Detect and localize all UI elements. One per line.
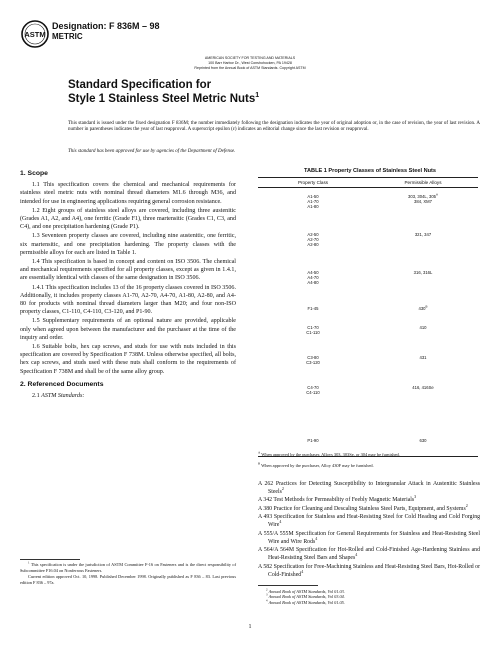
standard-code: A 564/A 564M xyxy=(258,547,294,554)
property-class: A4-80 xyxy=(307,280,319,286)
permissible-alloys-continued: 384, XM7 xyxy=(414,199,432,205)
standard-code: A 342 xyxy=(258,497,273,504)
standard-title: Practice for Cleaning and Descaling Stainless Steel Parts, Equipment, and Systems xyxy=(273,505,466,512)
standard-code: A 555/A 555M xyxy=(258,530,294,537)
permissible-alloys-cell xyxy=(368,306,478,311)
publisher-name: AMERICAN SOCIETY FOR TESTING AND MATERIALS xyxy=(204,56,296,60)
title-line-1: Standard Specification for xyxy=(68,79,212,91)
table-row xyxy=(258,194,478,210)
property-class-cell xyxy=(258,270,368,286)
table-row xyxy=(258,438,478,443)
footnote-text: Annual Book of ASTM Standards, Vol 01.05. xyxy=(268,599,345,605)
table-header-row xyxy=(258,178,478,188)
table-footnote-b-marker: B xyxy=(258,461,261,466)
standard-title: Specification for Stainless and Heat-Resisting Steel for Cold Heading and Cold Forging Wire xyxy=(268,514,480,529)
standard-code: A 262 xyxy=(258,481,274,487)
publisher-copyright: Reprinted from the Annual Book of ASTM Standards. Copyright ASTM xyxy=(194,66,306,70)
permissible-alloys xyxy=(368,355,478,360)
alloy-list: 303, 304L, 305 xyxy=(408,194,436,199)
paragraph-2-1-number: 2.1 xyxy=(32,393,42,400)
alloy-list: 430 xyxy=(418,306,426,311)
left-column xyxy=(20,168,236,401)
property-class: C1-110 xyxy=(306,330,320,336)
property-class-cell xyxy=(258,355,368,365)
standard-footnote-marker: 2 xyxy=(465,502,468,508)
property-class: C3-80 xyxy=(307,355,319,360)
property-class: C4-70 xyxy=(307,385,319,390)
footnotes-right xyxy=(258,589,480,605)
property-class-cell xyxy=(258,385,368,395)
table-footnote-a-text: When approved by the purchaser, Alloys 303, 303Se, or 304 may be furnished. xyxy=(261,452,400,457)
table-footnote-b xyxy=(258,463,478,469)
property-class: A1-50 xyxy=(307,194,319,199)
standard-title: Specification for Free-Machining Stainless and Heat-Resisting Steel Bars, Hot-Rolled or Cold-Finished xyxy=(268,563,481,578)
table-footnote-a-marker: A xyxy=(258,450,261,455)
approval-note: This standard has been approved for use by agencies of the Department of Defense. xyxy=(68,149,236,154)
document-title: Style 1 Stainless Steel Metric Nuts xyxy=(68,93,256,105)
table-row xyxy=(258,325,478,335)
table-title: TABLE 1 Property Classes of Stainless Steel Nuts xyxy=(303,168,436,174)
right-column xyxy=(258,480,480,579)
title-line-2 xyxy=(68,93,259,105)
referenced-standard xyxy=(258,480,480,496)
property-class-cell xyxy=(258,232,368,248)
property-class: C1-70 xyxy=(307,325,319,330)
standard-title: Specification for General Requirements for Stainless and Heat-Resisting Steel Wire and Wire Rods xyxy=(268,530,480,545)
footnote-divider-right xyxy=(258,585,318,586)
permissible-alloys-cell xyxy=(368,355,478,365)
table-footnote-a xyxy=(258,452,478,458)
table-row xyxy=(258,385,478,395)
alloy-footnote-marker: B xyxy=(425,304,428,309)
property-class-cell xyxy=(258,306,368,311)
paragraph-1-4: 1.4 This specification is based in concept and content on ISO 3506. The chemical and mechanical requirements specified for all property classes, except as given in 1.4.1, are essentially identical with classes of the same designation in ISO 3506. xyxy=(20,259,236,282)
astm-standards-label: ASTM Standards: xyxy=(41,393,85,400)
paragraph-1-6: 1.6 Suitable bolts, hex cap screws, and studs for use with nuts included in this specification are covered by Specification F 738M. Unless otherwise specified, all bolts, hex cap screws, and studs used with these nuts shall conform to the requirements of Specification F 738M and shall be of the same alloy group. xyxy=(20,344,236,375)
permissible-alloys xyxy=(368,438,478,443)
paragraph-1-2: 1.2 Eight groups of stainless steel alloys are covered, including three austenitic (Grades A1, A2, and A4), one ferritic (Grade F1), three martensitic (Grades C1, C3, and C4), and one precipitation hardening (Grade P1). xyxy=(20,207,236,231)
standard-title: Practices for Detecting Susceptibility to Intergranular Attack in Austenitic Stainless Steels xyxy=(268,481,481,496)
table-row xyxy=(258,355,478,365)
standard-footnote-marker: 4 xyxy=(355,552,358,558)
permissible-alloys-cell xyxy=(368,270,478,286)
property-class: A2-70 xyxy=(307,237,319,243)
standard-footnote-marker: 4 xyxy=(301,568,304,574)
alloy-list: 630 xyxy=(419,438,427,443)
referenced-standard xyxy=(258,502,480,513)
table-footnote-b-text: When approved by the purchaser, Alloy 430F may be furnished. xyxy=(261,463,374,468)
table-body xyxy=(258,188,478,456)
footnote-text: Annual Book of ASTM Standards, Vol 01.03. xyxy=(268,589,345,594)
standard-code: A 493 xyxy=(258,514,273,521)
footnote-volume xyxy=(258,600,480,605)
permissible-alloys-cell xyxy=(368,385,478,395)
paragraph-1-1: 1.1 This specification covers the chemical and mechanical requirements for stainless steel metric nuts with nominal thread diameters M1.6 through M36, and intended for use in engineering applications requiring general corrosion resistance. xyxy=(20,182,236,205)
table-row xyxy=(258,232,478,248)
standard-code: A 582 xyxy=(258,563,273,570)
permissible-alloys-cell xyxy=(368,232,478,248)
property-class-cell xyxy=(258,438,368,443)
alloy-footnote-marker: A xyxy=(436,192,438,197)
standard-title: Test Methods for Permeability of Feebly Magnetic Materials xyxy=(273,497,415,504)
title-footnote-marker: 1 xyxy=(255,92,260,100)
permissible-alloys-cell xyxy=(368,194,478,210)
referenced-standard xyxy=(258,546,480,562)
footnote-marker: 2 xyxy=(266,587,268,592)
standard-footnote-marker: 4 xyxy=(315,535,318,541)
property-class: P1-90 xyxy=(307,438,319,443)
referenced-standard xyxy=(258,530,480,546)
permissible-alloys xyxy=(368,270,478,275)
footnotes-left xyxy=(20,562,236,586)
property-class-cell xyxy=(258,325,368,335)
property-class: F1-45 xyxy=(307,306,319,311)
property-class-cell xyxy=(258,194,368,210)
footnote-1 xyxy=(20,562,236,573)
page-number: 1 xyxy=(248,624,252,630)
standard-footnote-marker: 4 xyxy=(279,519,282,525)
footnote-marker: 3 xyxy=(266,592,268,597)
paragraph-2-1 xyxy=(20,392,236,400)
table-header-property-class: Property Class xyxy=(297,180,329,185)
paragraph-1-5: 1.5 Supplementary requirements of an optional nature are provided, applicable only when agreed upon between the manufacturer and the purchaser at the time of the inquiry and order. xyxy=(20,318,236,341)
paragraph-1-4-1: 1.4.1 This specification includes 13 of the 16 property classes covered in ISO 3506. Additionally, it includes property classes A1-70, A2-70, A4-70, A1-80, A2-80, and A4-80 for products with nominal thread diameters larger than M20; and four non-ISO property classes, C1-110, C4-110, C3-120, and P1-90. xyxy=(20,284,236,316)
footnote-edition: Current edition approved Oct. 10, 1998. Published December 1998. Originally published as F 836 – 83. Last previous edition F 836 – 97a. xyxy=(20,574,236,585)
preamble: This standard is issued under the fixed designation F 836M; the number immediately following the designation indicates the year of original adoption or, in the case of revision, the year of last revision. A number in parentheses indicates the year of last reapproval. A superscript epsilon (ε) indicates an editorial change since the last revision or reapproval. xyxy=(68,121,480,133)
metric-label: METRIC xyxy=(52,32,83,41)
alloy-list: 416, 416Se xyxy=(412,385,434,390)
referenced-standard xyxy=(258,563,480,579)
property-class: A2-50 xyxy=(307,232,319,237)
alloy-list: 431 xyxy=(419,355,427,360)
alloy-list: 321, 347 xyxy=(414,232,432,237)
property-class: C4-110 xyxy=(306,390,320,396)
footnote-1-marker: 1 xyxy=(28,560,30,565)
section-heading-scope: 1. Scope xyxy=(20,170,48,177)
alloy-list: 316, 316L xyxy=(413,270,433,275)
footnote-marker: 4 xyxy=(266,598,268,603)
property-class: A2-80 xyxy=(307,242,319,248)
table-row xyxy=(258,270,478,286)
alloy-list: 410 xyxy=(419,325,427,330)
standard-footnote-marker: 3 xyxy=(414,494,417,500)
publisher-address: 100 Barr Harbor Dr., West Conshohocken, PA 19428 xyxy=(208,61,292,65)
property-class: A1-80 xyxy=(307,204,319,210)
permissible-alloys xyxy=(368,306,478,311)
property-class: C3-120 xyxy=(306,360,320,366)
permissible-alloys xyxy=(368,325,478,330)
standard-code: A 380 xyxy=(258,505,273,512)
permissible-alloys-cell xyxy=(368,325,478,335)
property-class: A1-70 xyxy=(307,199,319,205)
referenced-standard xyxy=(258,513,480,529)
referenced-standard xyxy=(258,496,480,504)
svg-text:ASTM: ASTM xyxy=(24,30,46,39)
table-header-permissible-alloys: Permissible Alloys xyxy=(404,180,442,185)
footnote-text: Annual Book of ASTM Standards, Vol 03.04. xyxy=(268,594,345,600)
permissible-alloys-cell xyxy=(368,438,478,443)
property-class: A4-50 xyxy=(307,270,319,275)
permissible-alloys xyxy=(368,232,478,237)
paragraph-1-3: 1.3 Seventeen property classes are covered, including nine austenitic, one ferritic, six martensitic, and one precipitation hardening. The property classes with the permissible alloys for each are listed in Table 1. xyxy=(20,233,236,256)
standard-footnote-marker: 2 xyxy=(281,486,284,492)
property-class-table xyxy=(258,177,478,457)
property-class: A4-70 xyxy=(307,275,319,281)
table-row xyxy=(258,306,478,311)
footnote-1-text: This specification is under the jurisdiction of ASTM Committee F-16 on Fasteners and is the direct responsibility of Subcommittee F16.04 on Nonferrous Fasteners. xyxy=(20,562,237,573)
standard-title: Specification for Hot-Rolled and Cold-Finished Age-Hardening Stainless and Heat-Resisting Steel Bars and Shapes xyxy=(268,547,480,562)
astm-logo-icon xyxy=(20,18,50,50)
designation: Designation: F 836M – 98 xyxy=(52,21,160,31)
section-heading-referenced-documents: 2. Referenced Documents xyxy=(20,380,104,388)
permissible-alloys xyxy=(368,385,478,390)
